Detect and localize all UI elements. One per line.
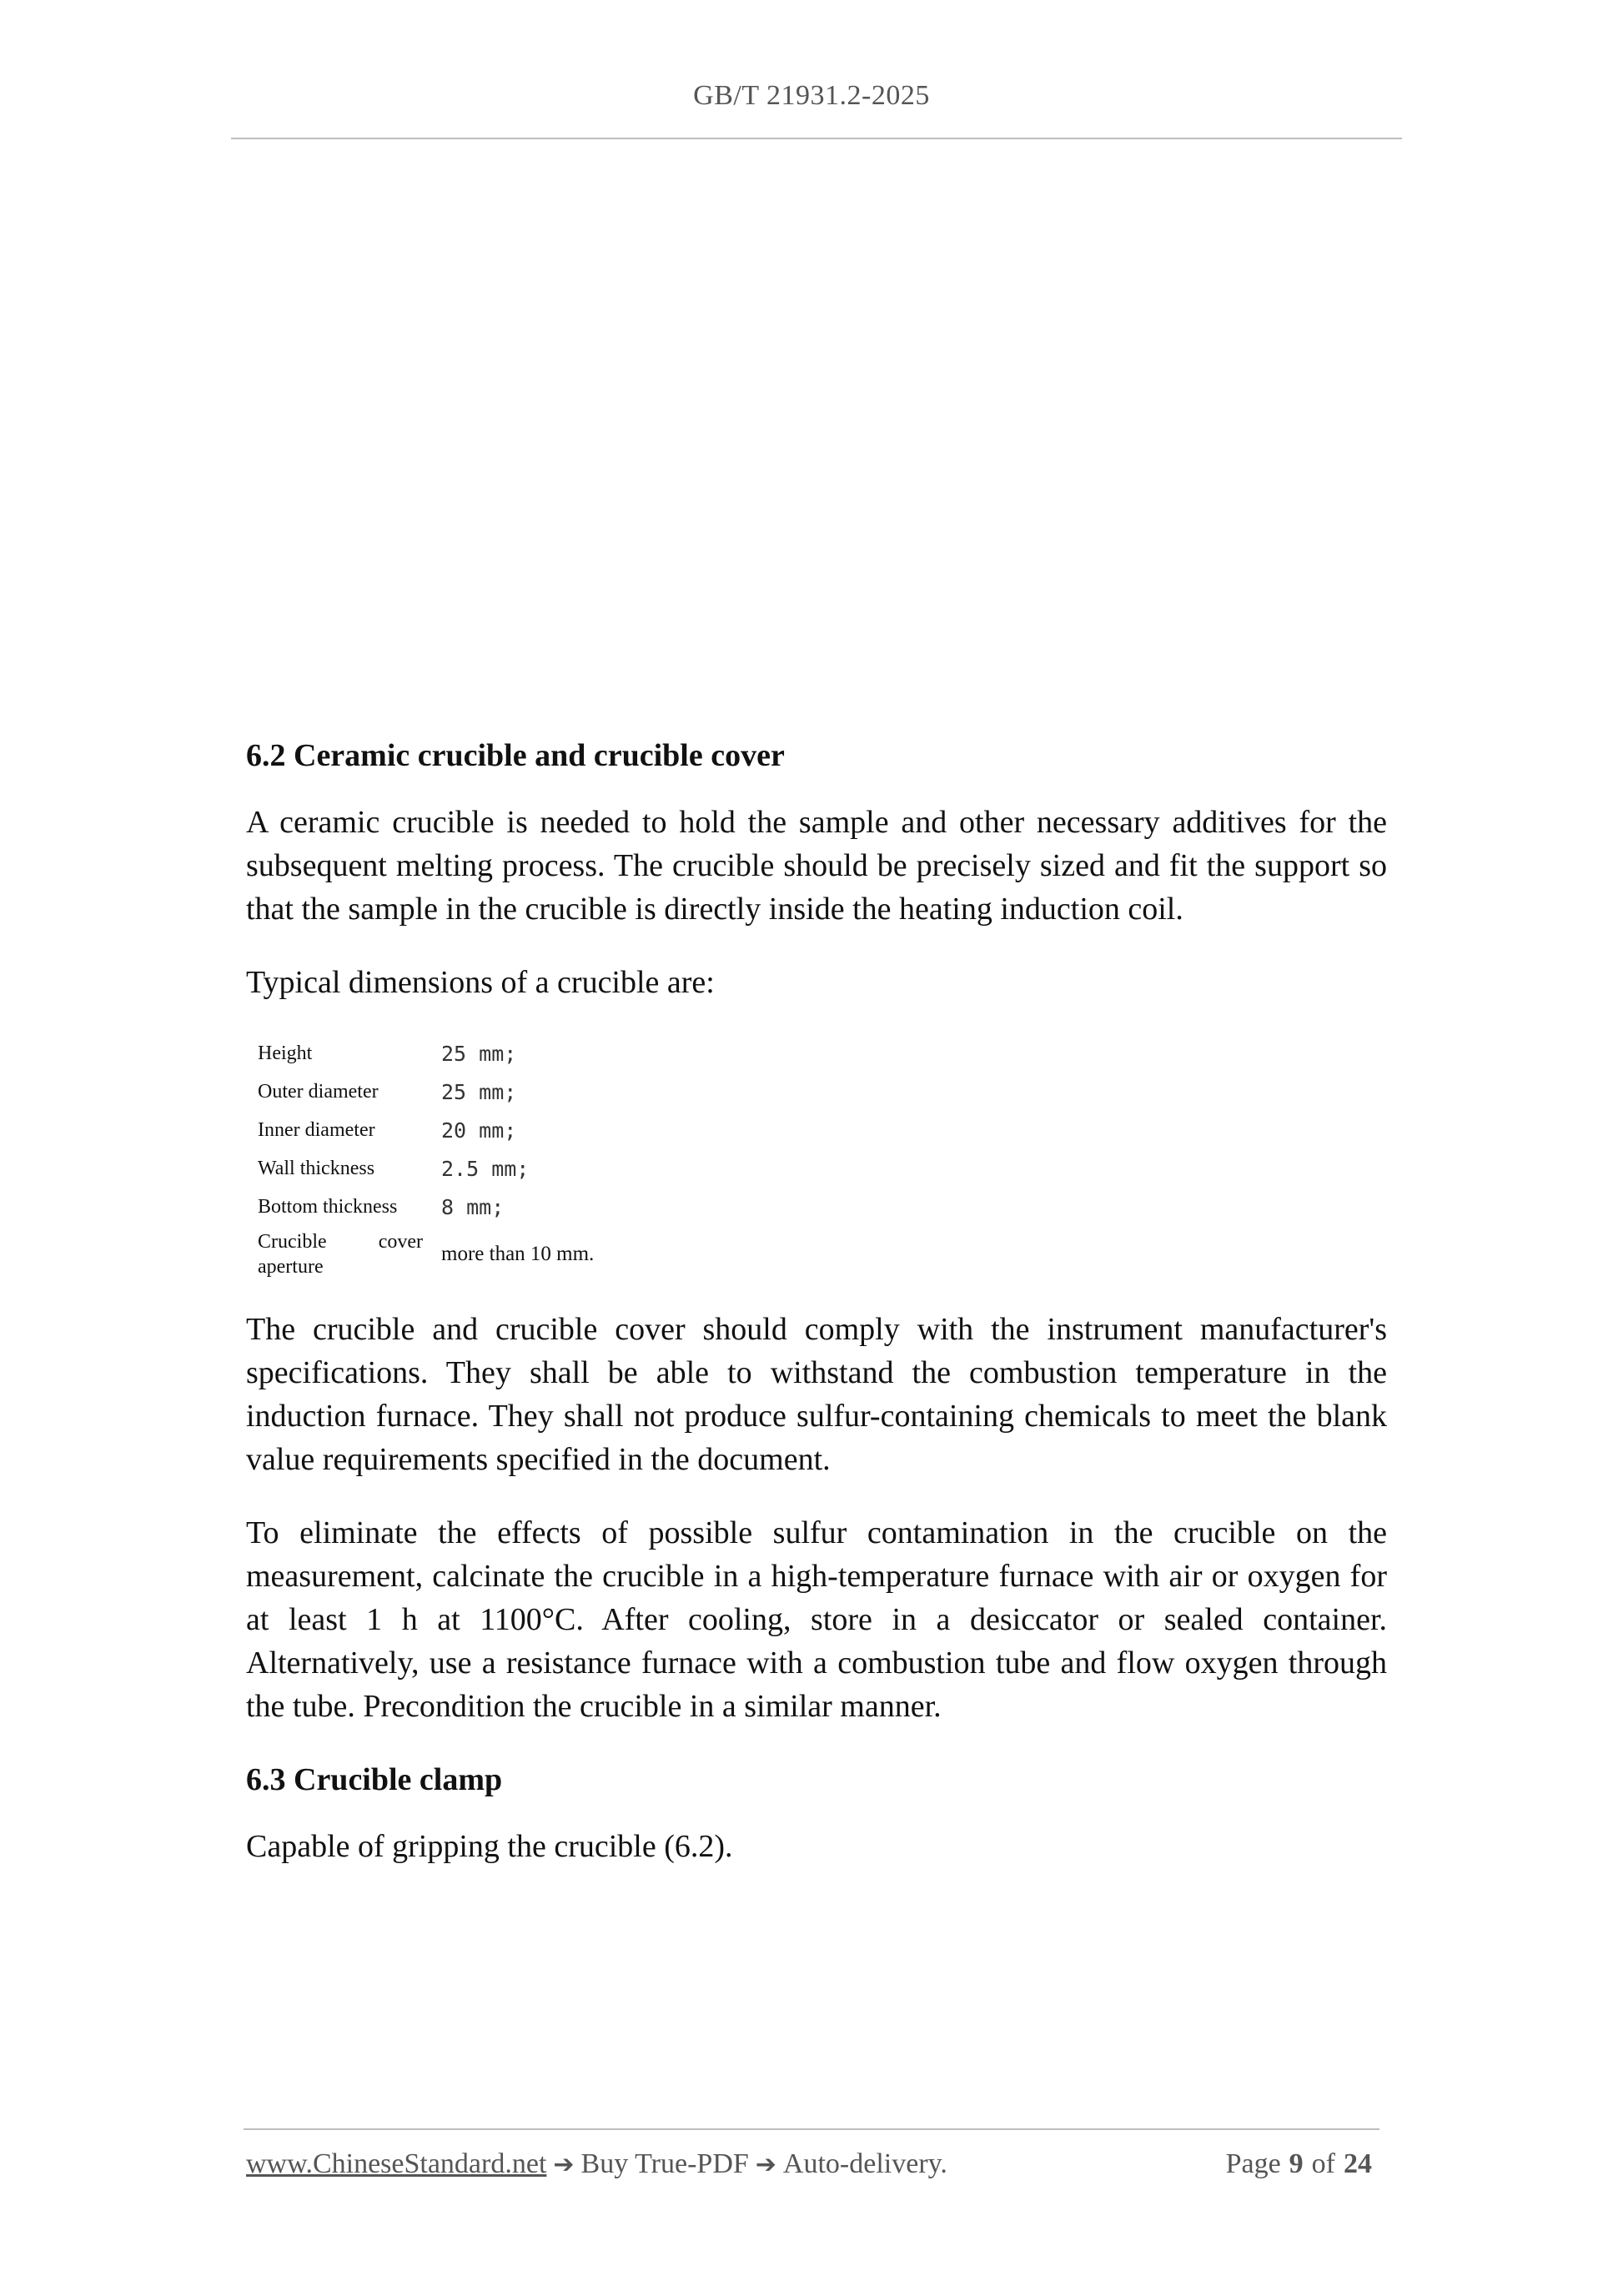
paragraph-compliance: The crucible and crucible cover should comply with the instrument manufacturer's specifications. They shall be able to withstand the combustion temperature in the induction furnace. They shall not produce sulfur-containing chemicals to meet the blank value requirements specified in the document. xyxy=(246,1312,1387,1477)
dimension-label: Crucible cover aperture xyxy=(258,1231,423,1278)
dimension-label: Outer diameter xyxy=(258,1080,379,1103)
footer-divider xyxy=(244,2128,1379,2130)
document-header-title: GB/T 21931.2-2025 xyxy=(693,80,930,111)
arrow-right-icon: ➔ xyxy=(553,2150,575,2179)
section-heading-6-2: 6.2 Ceramic crucible and crucible cover xyxy=(246,738,785,773)
dimension-value: 8 mm; xyxy=(441,1194,505,1219)
page-content xyxy=(246,734,1387,1898)
page-label: Page xyxy=(1225,2148,1281,2179)
dimension-value: 25 mm; xyxy=(441,1079,517,1104)
dimension-label: Wall thickness xyxy=(258,1157,375,1179)
crucible-dimensions-table xyxy=(249,1034,594,1283)
dimension-label: Inner diameter xyxy=(258,1118,375,1141)
footer-purchase-info xyxy=(246,2148,947,2180)
footer-step-delivery: Auto-delivery. xyxy=(782,2148,947,2179)
dimension-value: 2.5 mm; xyxy=(441,1156,530,1181)
paragraph-crucible-intro: A ceramic crucible is needed to hold the sample and other necessary additives for the subsequent melting process. The crucible should be precisely sized and fit the support so that the sample in the crucible is directly inside the heating induction coil. xyxy=(246,805,1387,927)
dimension-value: more than 10 mm. xyxy=(441,1243,595,1265)
dimension-value: 25 mm; xyxy=(441,1041,517,1066)
dimension-row xyxy=(249,1188,594,1226)
page-total: 24 xyxy=(1344,2148,1372,2179)
paragraph-contamination: To eliminate the effects of possible sulfur contamination in the crucible on the measurement, calcinate the crucible in a high-temperature furnace with air or oxygen for at least 1 h at 1100°C. After cooling, store in a desiccator or sealed container. Alternatively, use a resistance furnace with a combustion tube and flow oxygen through the tube. Precondition the crucible in a similar manner. xyxy=(246,1515,1387,1724)
dimension-label: Bottom thickness xyxy=(258,1195,398,1218)
dimension-value: 20 mm; xyxy=(441,1118,517,1143)
arrow-right-icon: ➔ xyxy=(755,2150,776,2179)
dimension-row xyxy=(249,1111,594,1149)
paragraph-clamp: Capable of gripping the crucible (6.2). xyxy=(246,1829,733,1864)
dimension-row xyxy=(249,1073,594,1111)
page-indicator xyxy=(1226,2148,1372,2180)
website-link[interactable]: www.ChineseStandard.net xyxy=(246,2148,547,2179)
dimension-row xyxy=(249,1034,594,1073)
dimension-row xyxy=(249,1226,594,1283)
footer-step-buy: Buy True-PDF xyxy=(580,2148,749,2179)
page-number: 9 xyxy=(1289,2148,1304,2179)
of-label: of xyxy=(1311,2148,1335,2179)
dimension-label: Height xyxy=(258,1042,313,1064)
paragraph-dimensions-intro: Typical dimensions of a crucible are: xyxy=(246,965,715,1000)
header-divider xyxy=(231,138,1402,139)
section-heading-6-3: 6.3 Crucible clamp xyxy=(246,1762,503,1797)
dimension-row xyxy=(249,1149,594,1188)
